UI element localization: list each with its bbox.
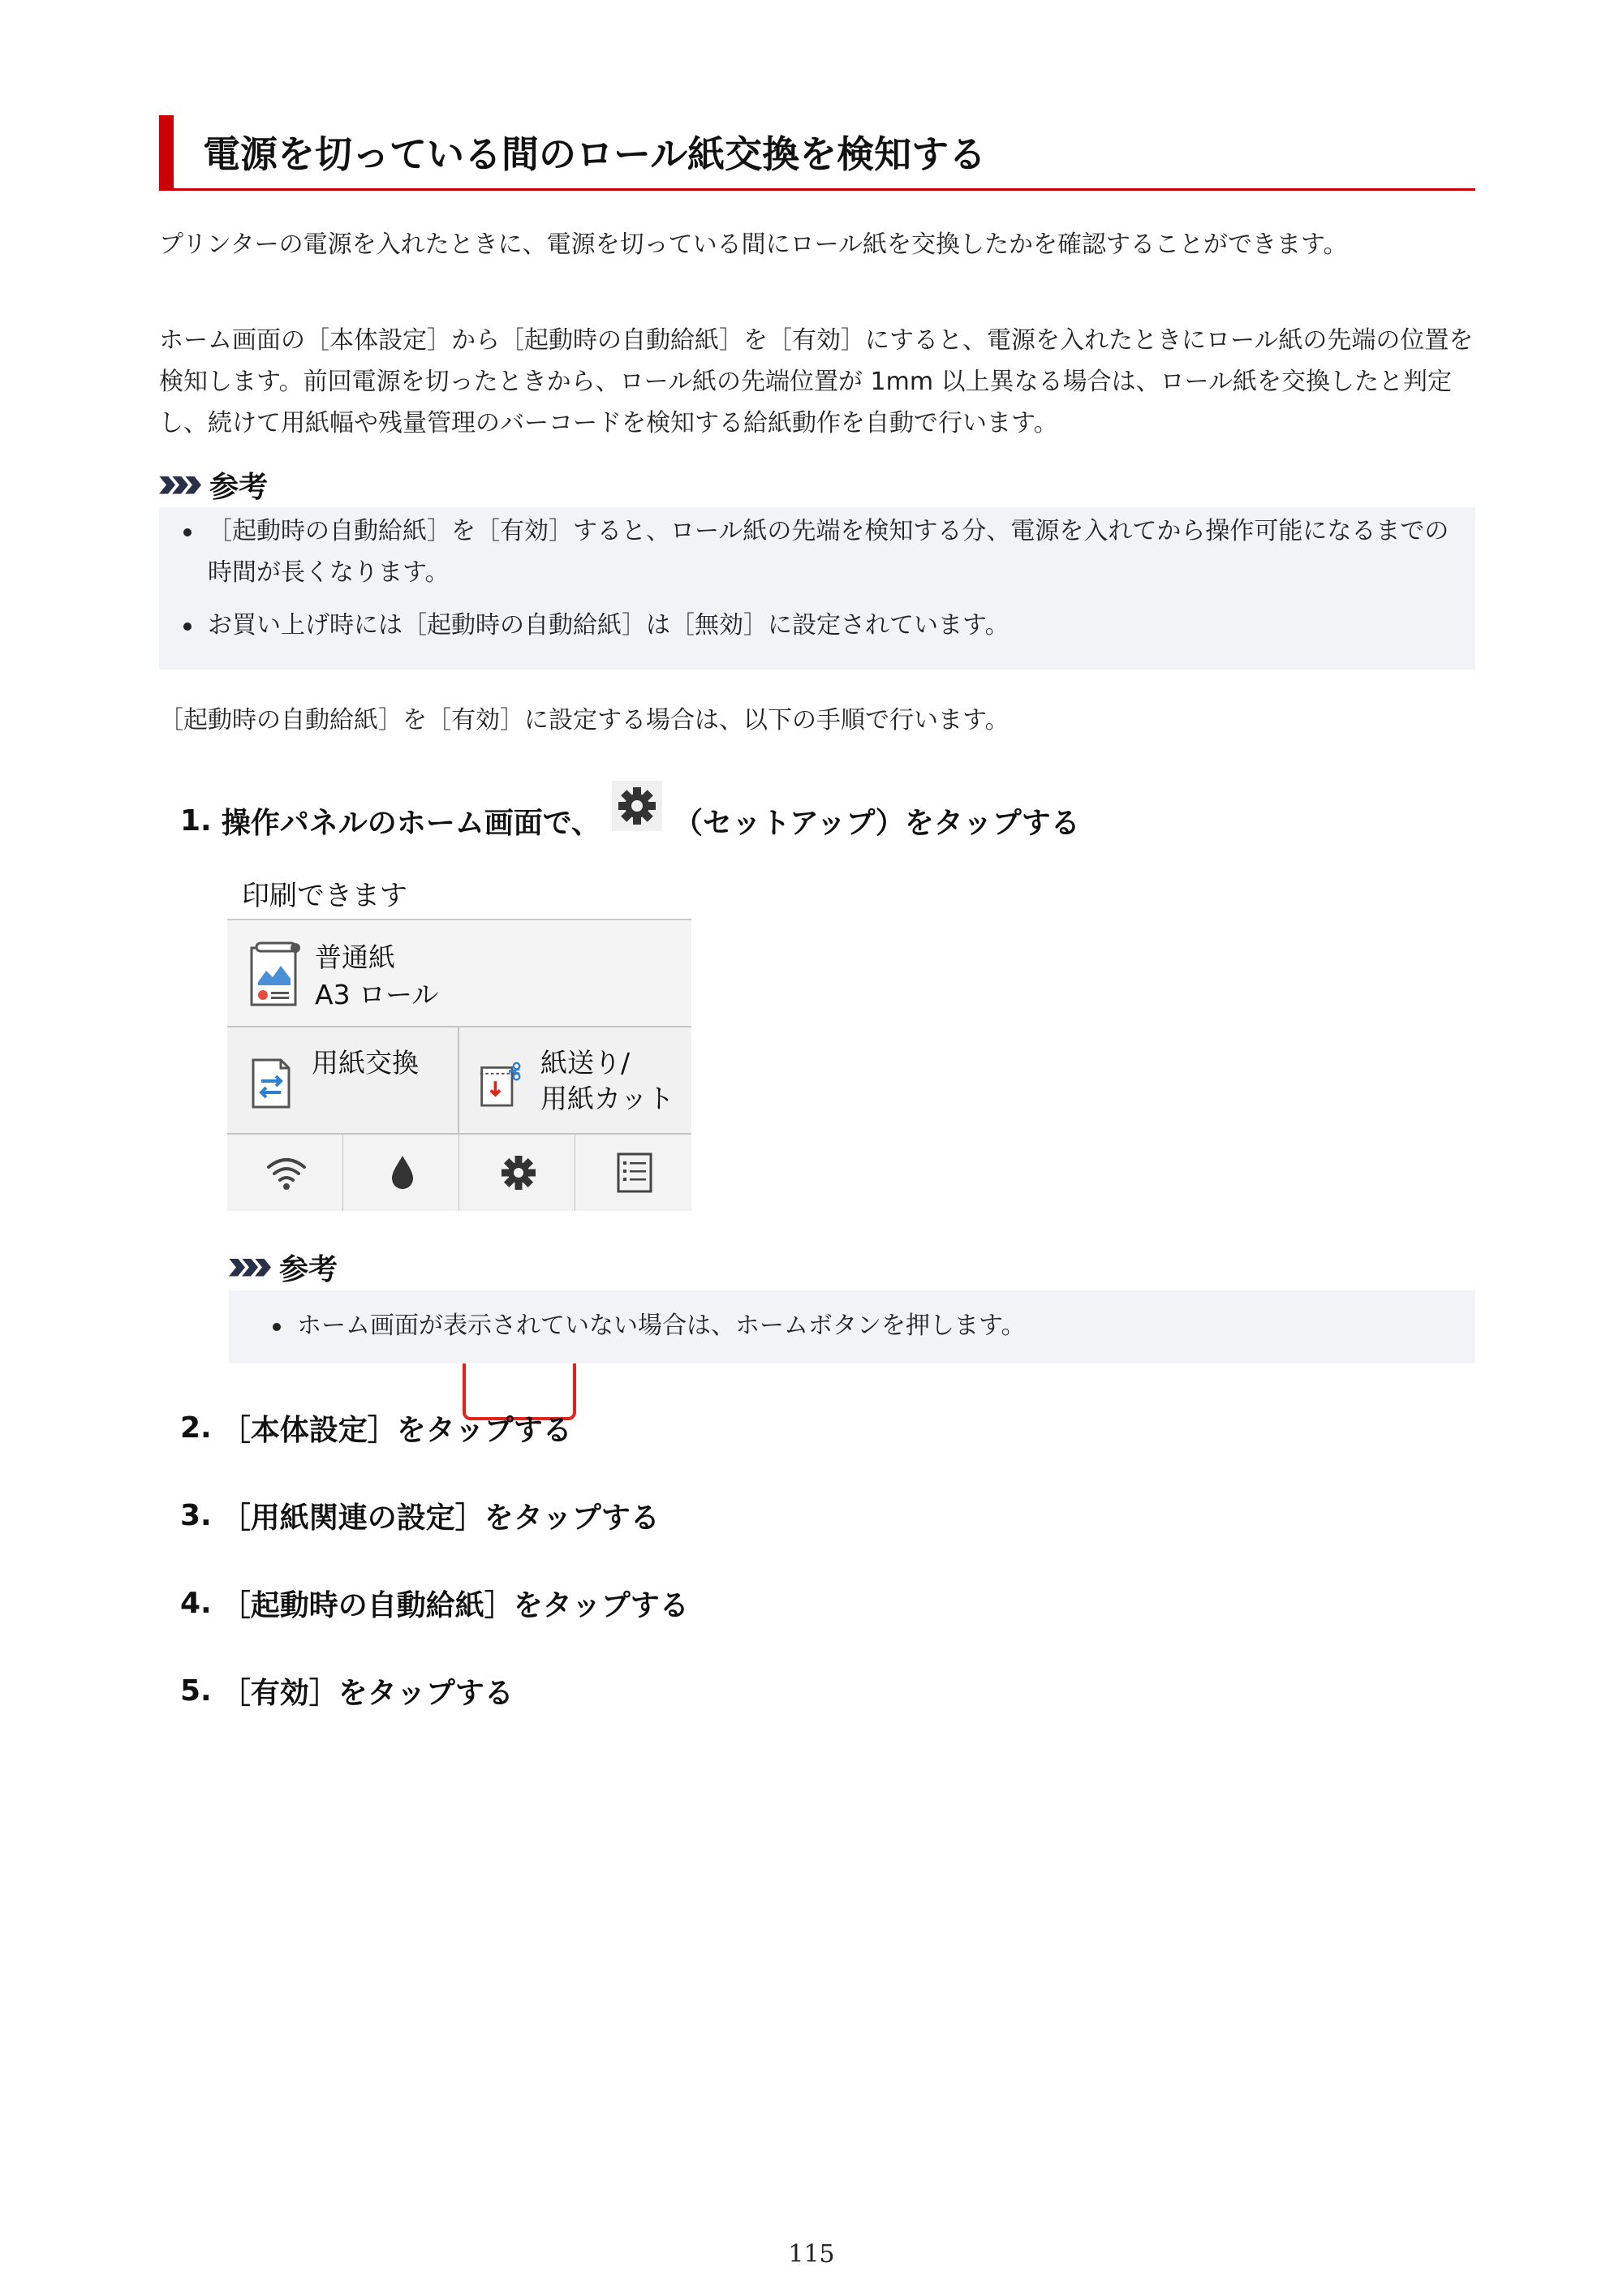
panel-screenshot [227, 862, 691, 1209]
note-heading [159, 464, 268, 506]
home-icon-bar [227, 1135, 691, 1211]
section-title [159, 115, 1475, 190]
feed-cut-label [540, 1045, 674, 1117]
job-list-button[interactable] [575, 1135, 691, 1211]
note-item: ［起動時の自動給紙］を［有効］すると、ロール紙の先端を検知する分、電源を入れてから操作可能になるまでの時間が長くなります。 [159, 510, 1456, 593]
step-text: ［用紙関連の設定］をタップする [221, 1501, 660, 1535]
ink-drop-icon [381, 1151, 424, 1195]
note-box [159, 507, 1475, 670]
note-label: 参考 [279, 1253, 338, 1286]
setup-button[interactable] [459, 1135, 576, 1211]
paper-info-button[interactable] [227, 920, 691, 1027]
note-heading [229, 1247, 338, 1288]
page-number: 115 [788, 2240, 835, 2268]
chevron-icon [159, 476, 198, 494]
status-text: 印刷できます [242, 880, 407, 912]
paper-change-label: 用紙交換 [312, 1047, 419, 1079]
step-5 [180, 1670, 514, 1712]
title-underline [159, 188, 1475, 191]
step-number: 4. [180, 1587, 212, 1620]
paper-type-label: 普通紙 [315, 941, 395, 973]
step-text: 操作パネルのホーム画面で、 [221, 806, 601, 840]
page-title: 電源を切っている間のロール紙交換を検知する [203, 132, 987, 176]
intro-paragraph-1: プリンターの電源を入れたときに、電源を切っている間にロール紙を交換したかを確認することができます。 [159, 230, 1348, 259]
wifi-button[interactable] [227, 1135, 344, 1211]
note-item: ホーム画面が表示されていない場合は、ホームボタンを押します。 [229, 1305, 1475, 1346]
action-buttons [227, 1027, 691, 1135]
step-text: （セットアップ）をタップする [674, 806, 1080, 840]
paper-size-label: A3 ロール [315, 979, 439, 1010]
home-screen [227, 919, 691, 1211]
step-3 [180, 1495, 660, 1536]
note-label: 参考 [209, 471, 269, 504]
feed-cut-label-line-2: 用紙カット [540, 1083, 674, 1114]
step-text: ［本体設定］をタップする [221, 1414, 572, 1447]
step-number: 5. [180, 1674, 212, 1708]
intro-paragraph-2: ホーム画面の［本体設定］から［起動時の自動給紙］を［有効］にすると、電源を入れたときにロール紙の先端の位置を検知します。前回電源を切ったときから、ロール紙の先端位置が 1mm 以上異なる場合は、ロール紙を交換したと判定し、続けて用紙幅や残量管理のバーコードを検知する給紙動作を自動で行います。 [159, 326, 1474, 437]
title-accent-bar [159, 115, 174, 190]
list-icon [613, 1151, 657, 1195]
step-text: ［有効］をタップする [221, 1677, 514, 1710]
feed-cut-label-line-1: 紙送り/ [540, 1047, 631, 1079]
step-text: ［起動時の自動給紙］をタップする [221, 1589, 689, 1622]
step-number: 1. [180, 803, 212, 838]
paper-change-button[interactable] [227, 1027, 459, 1133]
feed-cut-icon [477, 1057, 523, 1110]
step-4 [180, 1583, 689, 1624]
roll-paper-icon [247, 941, 302, 1010]
step-number: 2. [180, 1411, 212, 1445]
paper-exchange-icon [248, 1057, 294, 1110]
feed-cut-button[interactable] [459, 1027, 691, 1133]
ink-button[interactable] [343, 1135, 460, 1211]
setup-instruction: ［起動時の自動給紙］を［有効］に設定する場合は、以下の手順で行います。 [159, 706, 1010, 734]
note-box [229, 1290, 1475, 1363]
note-item: お買い上げ時には［起動時の自動給紙］は［無効］に設定されています。 [159, 605, 1456, 646]
step-1 [180, 795, 1080, 846]
wifi-icon [265, 1151, 308, 1195]
chevron-icon [229, 1259, 268, 1277]
step-2 [180, 1407, 572, 1449]
step-number: 3. [180, 1499, 212, 1532]
gear-icon [497, 1151, 540, 1195]
gear-icon [612, 781, 662, 831]
